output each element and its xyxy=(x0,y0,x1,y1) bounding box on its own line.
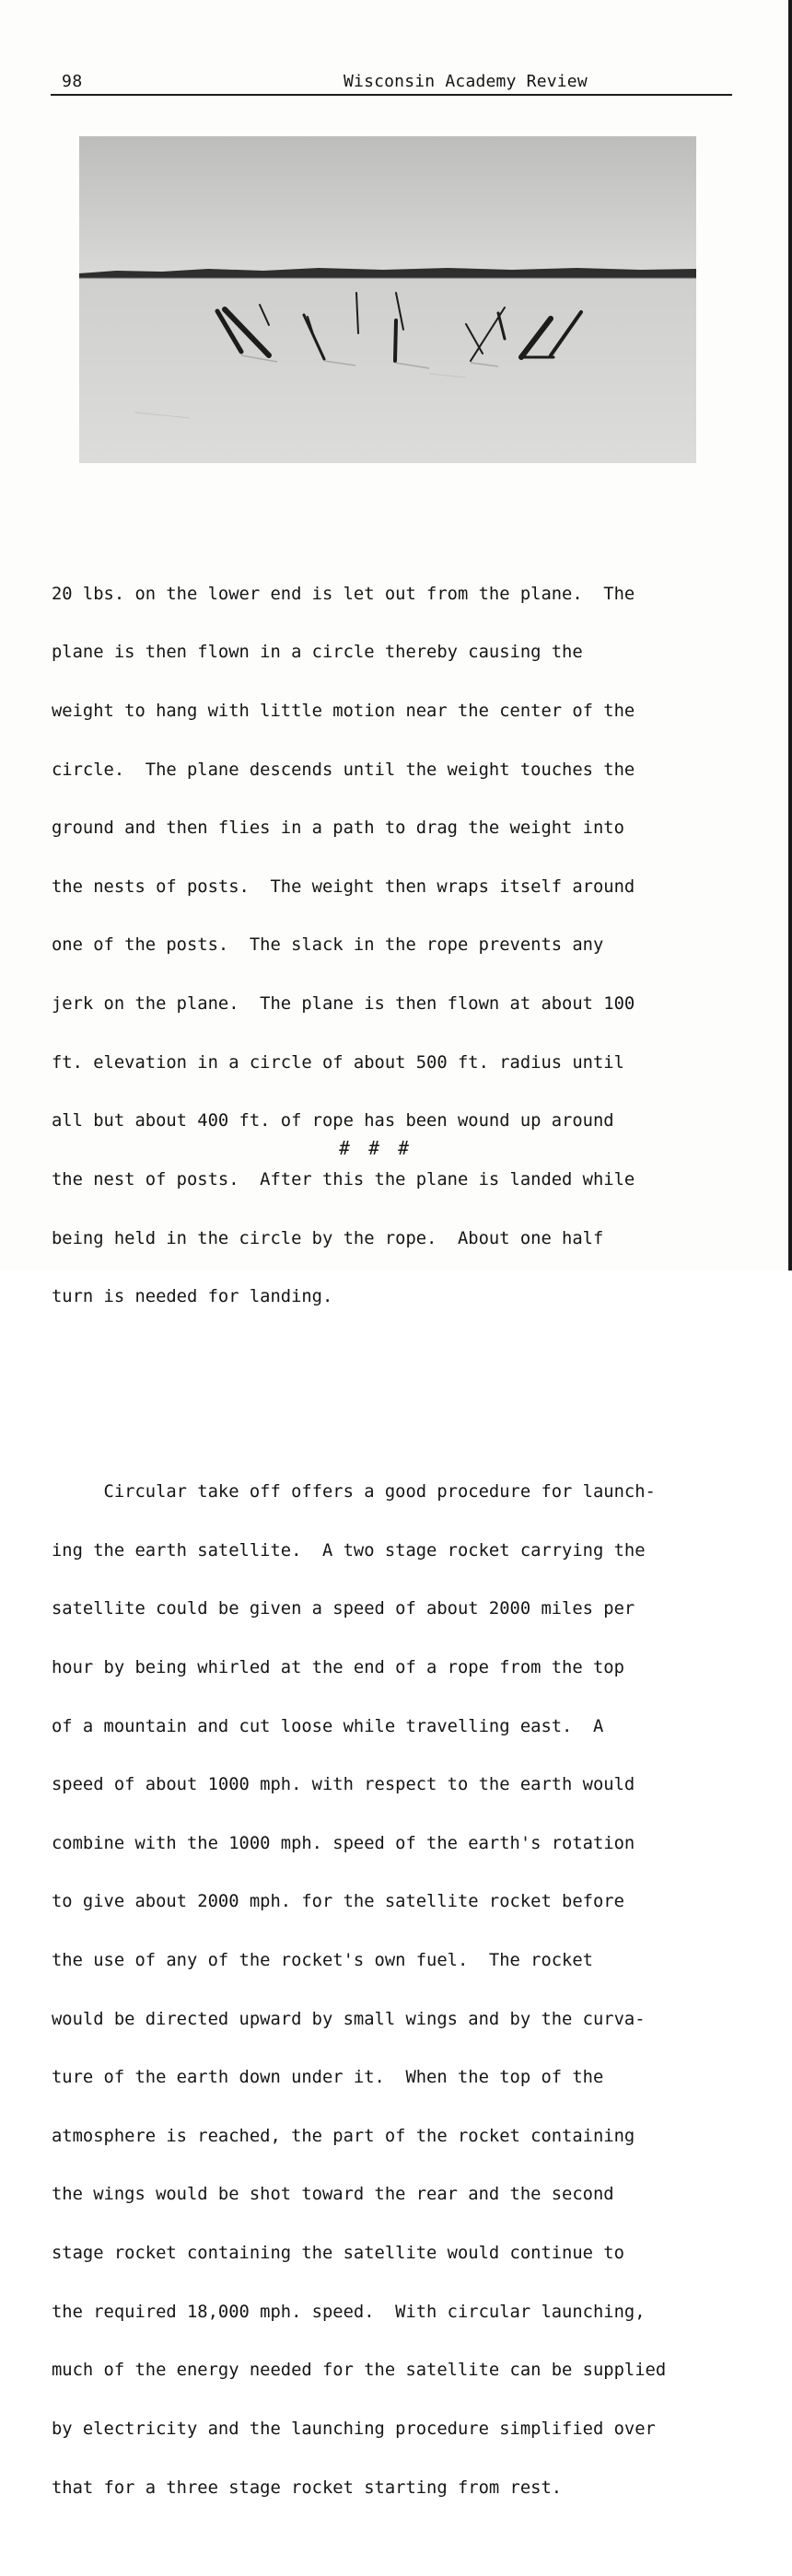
text-line: much of the energy needed for the satellite can be supplied xyxy=(52,2361,667,2381)
text-line: the nest of posts. After this the plane is landed while xyxy=(52,1169,635,1189)
text-line: all but about 400 ft. of rope has been wound up around xyxy=(52,1111,614,1131)
text-line: by electricity and the launching procedure simplified over xyxy=(52,2419,656,2439)
text-line: atmosphere is reached, the part of the rocket containing xyxy=(52,2126,635,2146)
text-line: ft. elevation in a circle of about 500 ft. radius until xyxy=(52,1052,624,1073)
text-line: the use of any of the rocket's own fuel. The rocket xyxy=(52,1951,593,1971)
text-line: one of the posts. The slack in the rope prevents any xyxy=(52,935,604,956)
photo-ice xyxy=(79,273,696,463)
text-line: turn is needed for landing. xyxy=(52,1287,333,1307)
text-line: speed of about 1000 mph. with respect to the earth would xyxy=(52,1775,635,1795)
text-line: of a mountain and cut loose while travelling east. A xyxy=(52,1716,604,1736)
paragraph-1 xyxy=(52,545,751,1345)
text-line: the nests of posts. The weight then wraps itself around xyxy=(52,876,635,897)
text-line: combine with the 1000 mph. speed of the earth's rotation xyxy=(52,1833,635,1853)
text-line: ture of the earth down under it. When the top of the xyxy=(52,2068,604,2088)
paragraph-gap xyxy=(52,1385,751,1404)
text-line: plane is then flown in a circle thereby causing the xyxy=(52,643,583,663)
end-mark: # # # xyxy=(339,1137,413,1159)
text-line: Circular take off offers a good procedure for launch- xyxy=(52,1482,656,1503)
text-line: the required 18,000 mph. speed. With circular launching, xyxy=(52,2302,646,2322)
text-line: ground and then flies in a path to drag the weight into xyxy=(52,818,624,839)
text-line: 20 lbs. on the lower end is let out from the plane. The xyxy=(52,584,635,604)
page-number: 98 xyxy=(62,72,83,91)
text-line: would be directed upward by small wings and by the curva- xyxy=(52,2009,646,2029)
text-line: jerk on the plane. The plane is then flown at about 100 xyxy=(52,994,635,1015)
body-text xyxy=(52,506,751,2576)
text-line: ing the earth satellite. A two stage rocket carrying the xyxy=(52,1540,646,1561)
photo-sky xyxy=(79,136,696,273)
text-line: satellite could be given a speed of about 2000 miles per xyxy=(52,1599,635,1619)
text-line: weight to hang with little motion near the center of the xyxy=(52,702,635,722)
text-line: the wings would be shot toward the rear and the second xyxy=(52,2185,614,2205)
text-line: circle. The plane descends until the weight touches the xyxy=(52,760,635,780)
text-line: hour by being whirled at the end of a rope from the top xyxy=(52,1657,624,1677)
page-header xyxy=(51,70,732,96)
paragraph-2 xyxy=(52,1444,751,2536)
running-head: Wisconsin Academy Review xyxy=(344,72,588,91)
scan-edge xyxy=(788,0,792,1271)
text-line: that for a three stage rocket starting from rest. xyxy=(52,2477,563,2498)
text-line: being held in the circle by the rope. About one half xyxy=(52,1228,604,1248)
text-line: stage rocket containing the satellite would continue to xyxy=(52,2244,624,2264)
photograph-posts-on-ice xyxy=(79,136,696,463)
text-line: to give about 2000 mph. for the satellite rocket before xyxy=(52,1892,624,1912)
